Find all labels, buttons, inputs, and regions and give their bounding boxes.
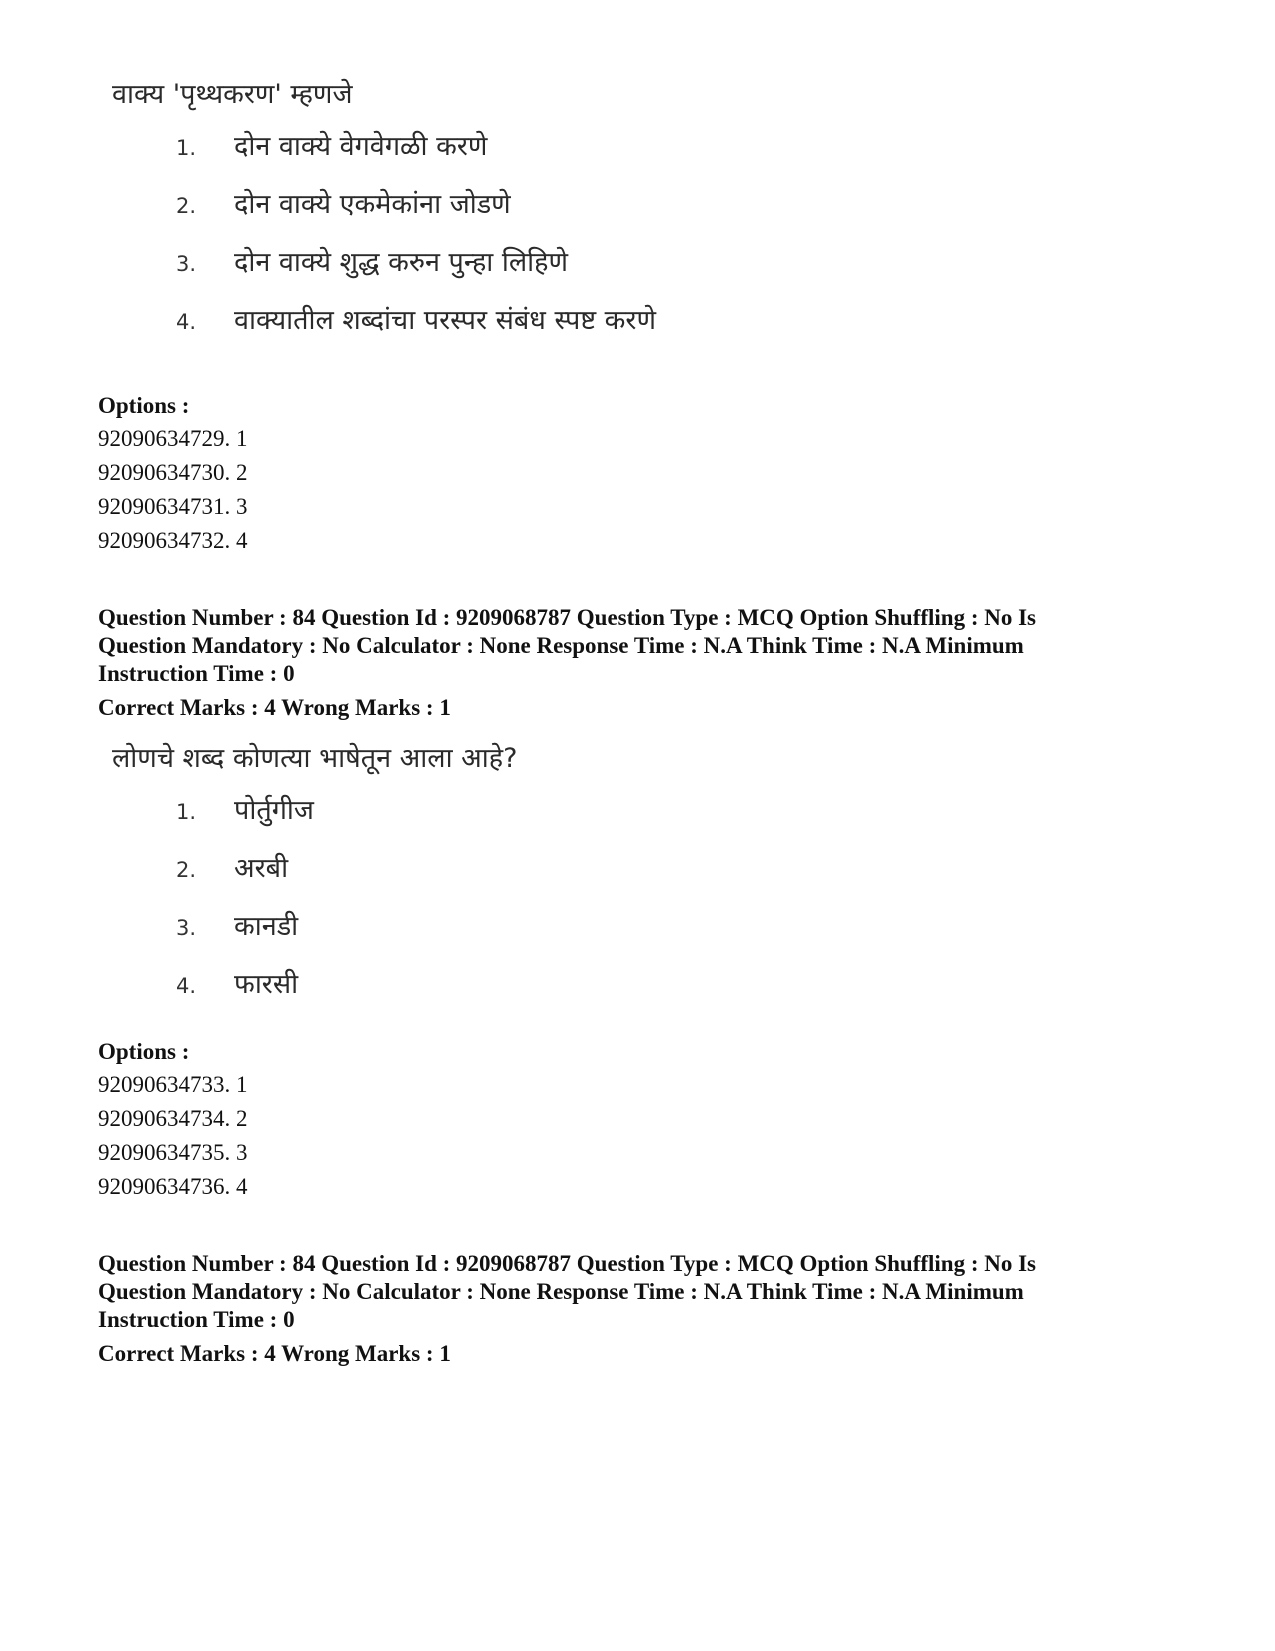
- choice-item: [112, 900, 517, 958]
- question-meta-next: [98, 1250, 1228, 1368]
- choice-text: फारसी: [234, 969, 299, 1000]
- question-stem: लोणचे शब्द कोणत्या भाषेतून आला आहे?: [112, 743, 518, 774]
- question-image-84: [112, 742, 517, 1016]
- choice-item: [112, 236, 569, 294]
- marks-line: Correct Marks : 4 Wrong Marks : 1: [98, 695, 451, 720]
- option-line: 92090634736. 4: [98, 1174, 248, 1199]
- options-heading: Options :: [98, 393, 190, 418]
- choice-text: अरबी: [234, 853, 289, 884]
- choice-item: [112, 294, 656, 352]
- choice-item: [112, 120, 488, 178]
- choice-number: 2.: [176, 194, 197, 218]
- option-line: 92090634729. 1: [98, 426, 248, 451]
- meta-line: Question Mandatory : No Calculator : None Response Time : N.A Think Time : N.A Minimum: [98, 1279, 1024, 1304]
- choice-text: पोर्तुगीज: [234, 795, 314, 826]
- choice-number: 3.: [176, 916, 197, 940]
- option-line: 92090634732. 4: [98, 528, 248, 553]
- option-line: 92090634734. 2: [98, 1106, 248, 1131]
- option-line: 92090634735. 3: [98, 1140, 248, 1165]
- choice-number: 3.: [176, 252, 197, 276]
- meta-line: Question Number : 84 Question Id : 9209068787 Question Type : MCQ Option Shuffling : No Is: [98, 1251, 1037, 1276]
- options-block-prev: [98, 390, 1228, 558]
- meta-line: Question Mandatory : No Calculator : None Response Time : N.A Think Time : N.A Minimum: [98, 633, 1024, 658]
- meta-line: Question Number : 84 Question Id : 9209068787 Question Type : MCQ Option Shuffling : No Is: [98, 605, 1037, 630]
- choice-item: [112, 842, 517, 900]
- options-heading: Options :: [98, 1039, 190, 1064]
- choice-number: 1.: [176, 800, 197, 824]
- question-stem: वाक्य 'पृथ्थकरण' म्हणजे: [112, 79, 353, 110]
- choice-text: वाक्यातील शब्दांचा परस्पर संबंध स्पष्ट करणे: [234, 305, 656, 336]
- option-line: 92090634733. 1: [98, 1072, 248, 1097]
- meta-line: Instruction Time : 0: [98, 661, 295, 686]
- choice-text: कानडी: [234, 911, 299, 942]
- choice-item: [112, 178, 511, 236]
- choice-text: दोन वाक्ये शुद्ध करुन पुन्हा लिहिणे: [234, 247, 569, 278]
- question-meta-84: [98, 604, 1228, 722]
- marks-line: Correct Marks : 4 Wrong Marks : 1: [98, 1341, 451, 1366]
- choice-number: 1.: [176, 136, 197, 160]
- option-line: 92090634731. 3: [98, 494, 248, 519]
- choice-item: [112, 784, 517, 842]
- option-line: 92090634730. 2: [98, 460, 248, 485]
- choice-number: 4.: [176, 310, 197, 334]
- choice-number: 2.: [176, 858, 197, 882]
- choice-item: [112, 958, 517, 1016]
- question-image-prev: [112, 78, 656, 352]
- choice-number: 4.: [176, 974, 197, 998]
- choice-text: दोन वाक्ये वेगवेगळी करणे: [234, 131, 488, 162]
- meta-line: Instruction Time : 0: [98, 1307, 295, 1332]
- options-block-84: [98, 1036, 1228, 1204]
- choice-text: दोन वाक्ये एकमेकांना जोडणे: [234, 189, 511, 220]
